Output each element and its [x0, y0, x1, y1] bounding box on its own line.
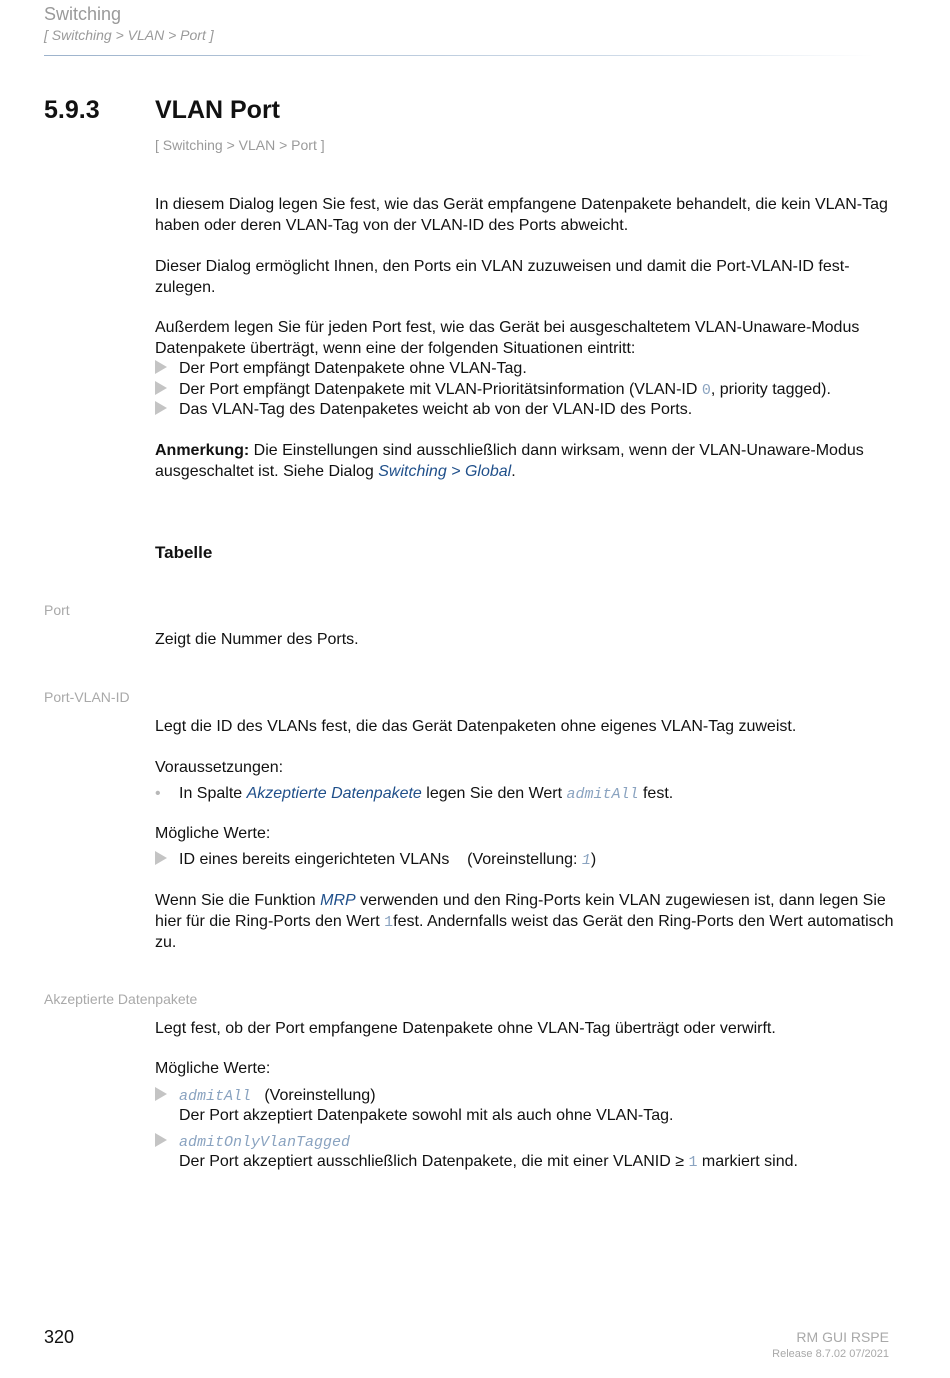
table-heading: Tabelle: [155, 543, 213, 562]
page-number: 320: [44, 1327, 75, 1347]
pvid-mrp-note: [155, 891, 895, 954]
situation-bullet-1: [155, 359, 527, 380]
triangle-bullet-icon: [155, 381, 167, 395]
note-paragraph: [155, 441, 895, 482]
port-description: Zeigt die Nummer des Ports.: [155, 631, 359, 648]
prereq-end: fest.: [638, 785, 674, 802]
value-text: ID eines bereits eingerichteten VLANs (Voreinstellung:: [179, 851, 582, 868]
mrp-mid: verwenden und den Ring-Ports kein VLAN zugewiesen ist, dann legen Sie hier für die Ring-Ports den Wert: [155, 892, 886, 930]
accepted-value-2-desc: [179, 1152, 798, 1174]
triangle-bullet-icon: [155, 360, 167, 374]
mrp-end: fest. Andernfalls weist das Gerät den Ring-Ports den Wert automatisch zu.: [155, 912, 894, 951]
pvid-value-item: [155, 850, 596, 872]
header-divider: [44, 55, 874, 56]
note-text: Die Einstellungen sind ausschließlich dann wirksam, wenn der VLAN-Unaware-Modus ausgeschaltet ist. Siehe Dialog: [155, 442, 864, 480]
pvid-values-label: Mögliche Werte:: [155, 825, 271, 842]
accepted-value-1-desc: Der Port akzeptiert Datenpakete sowohl mit als auch ohne VLAN-Tag.: [179, 1107, 674, 1124]
mrp-value-code: 1: [384, 913, 394, 931]
note-label: Anmerkung:: [155, 442, 250, 459]
running-header-breadcrumb: [ Switching > VLAN > Port ]: [44, 27, 214, 43]
pvid-parameter-label: Port-VLAN-ID: [44, 689, 130, 705]
accepted-values-label: Mögliche Werte:: [155, 1060, 271, 1077]
situation-bullet-2: [155, 380, 831, 402]
triangle-bullet-icon: [155, 401, 167, 415]
prereq-text: In Spalte: [179, 785, 247, 802]
default-marker: (Voreinstellung): [251, 1087, 376, 1104]
section-breadcrumb: [ Switching > VLAN > Port ]: [155, 137, 325, 153]
footer-release: Release 8.7.02 07/2021: [772, 1348, 889, 1360]
intro-paragraph-3: Außerdem legen Sie für jeden Port fest, wie das Gerät bei ausgeschaltetem VLAN-Unaware-Modus Datenpakete überträgt, wenn eine der folgenden Situationen eintritt:: [155, 319, 860, 357]
port-parameter-label: Port: [44, 602, 70, 618]
bullet-text: Der Port empfängt Datenpakete mit VLAN-Prioritätsinformation (VLAN-ID: [179, 381, 702, 398]
value-2-end: markiert sind.: [697, 1153, 798, 1170]
default-value-code: 1: [581, 852, 591, 869]
accepted-value-1: [155, 1086, 376, 1108]
value-end: ): [590, 851, 597, 868]
vlanid-min-code: 1: [688, 1154, 698, 1171]
note-end: .: [511, 462, 516, 480]
triangle-bullet-icon: [155, 851, 167, 865]
mrp-text: Wenn Sie die Funktion: [155, 892, 321, 909]
value-2-text: Der Port akzeptiert ausschließlich Datenpakete, die mit einer VLANID ≥: [179, 1153, 689, 1170]
triangle-bullet-icon: [155, 1133, 167, 1147]
intro-paragraph-1: In diesem Dialog legen Sie fest, wie das Gerät empfangene Datenpakete behandelt, die kein VLAN-Tag haben oder deren VLAN-Tag von der VLAN-ID des Ports abweicht.: [155, 196, 888, 234]
dot-bullet-icon: •: [155, 785, 161, 802]
bullet-text: Der Port empfängt Datenpakete ohne VLAN-Tag.: [179, 360, 527, 377]
bullet-text-end: , priority tagged).: [710, 381, 831, 398]
prereq-mid: legen Sie den Wert: [421, 785, 567, 802]
pvid-prerequisites-label: Voraussetzungen:: [155, 759, 284, 776]
switching-global-link[interactable]: Switching > Global: [378, 462, 512, 480]
footer-document-name: RM GUI RSPE: [796, 1329, 889, 1345]
admitall-code: admitAll: [566, 786, 639, 803]
mrp-link[interactable]: MRP: [320, 892, 356, 909]
section-title: VLAN Port: [155, 96, 280, 124]
pvid-description: Legt die ID des VLANs fest, die das Gerät Datenpaketen ohne eigenes VLAN-Tag zuweist.: [155, 718, 797, 735]
running-header-title: Switching: [44, 4, 122, 24]
accepted-parameter-label: Akzeptierte Datenpakete: [44, 991, 198, 1007]
vlan-id-code: 0: [701, 382, 711, 399]
bullet-text: Das VLAN-Tag des Datenpaketes weicht ab von der VLAN-ID des Ports.: [179, 401, 693, 418]
accepted-description: Legt fest, ob der Port empfangene Datenpakete ohne VLAN-Tag überträgt oder verwirft.: [155, 1020, 776, 1037]
triangle-bullet-icon: [155, 1087, 167, 1101]
admitall-value-code: admitAll: [179, 1088, 252, 1105]
accepted-packets-link[interactable]: Akzeptierte Datenpakete: [246, 785, 422, 802]
intro-paragraph-2: Dieser Dialog ermöglicht Ihnen, den Ports ein VLAN zuzuweisen und damit die Port-VLAN-ID fest-zulegen.: [155, 258, 850, 296]
pvid-prerequisite-item: [155, 784, 673, 806]
section-number: 5.9.3: [44, 96, 100, 124]
admitonlyvlantagged-value-code: admitOnlyVlanTagged: [179, 1134, 351, 1151]
accepted-value-2: [155, 1132, 350, 1154]
situation-bullet-3: [155, 400, 692, 421]
